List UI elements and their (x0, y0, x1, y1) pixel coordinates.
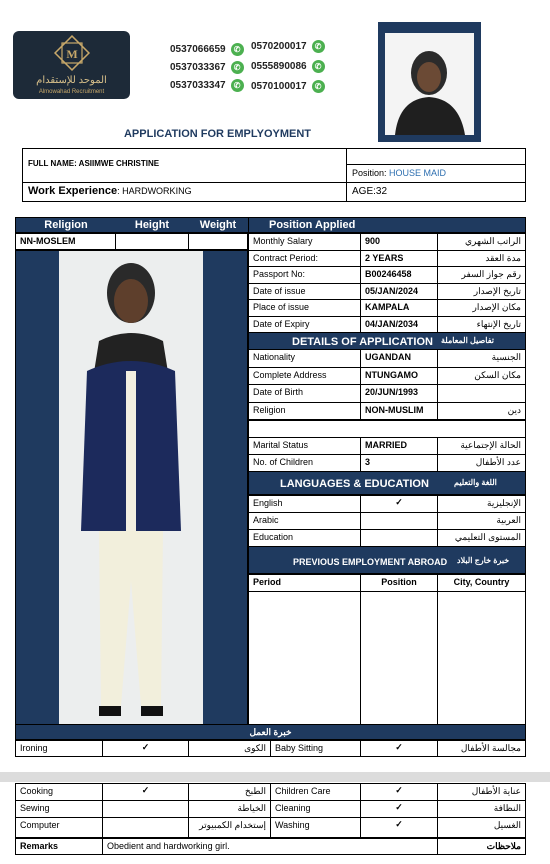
weight-header: Weight (188, 218, 248, 232)
application-row-value: 20/JUN/1993 (360, 384, 438, 403)
detail-row-label: Place of issue (248, 299, 361, 317)
language-row-arabic: المستوى التعليمي (437, 529, 526, 547)
employment-country-cell (437, 591, 526, 725)
detail-row-value: 900 (360, 233, 438, 251)
details-header-english: DETAILS OF APPLICATION (292, 336, 433, 348)
family-row-arabic: عدد الأطفال (437, 454, 526, 472)
skill-check: ✓ (360, 817, 438, 838)
skill-arabic: عناية الأطفال (437, 783, 526, 801)
svg-text:M: M (66, 47, 78, 61)
detail-row-label: Monthly Salary (248, 233, 361, 251)
portrait-photo (385, 33, 474, 135)
skill-arabic: الخياطة (188, 800, 271, 818)
phone-number: 0537066659 (170, 44, 226, 56)
whatsapp-icon: ✆ (312, 80, 325, 93)
family-row-value: 3 (360, 454, 438, 472)
skill-arabic: الغسيل (437, 817, 526, 838)
age-cell (346, 182, 526, 202)
language-row-check (360, 529, 438, 547)
whatsapp-icon: ✆ (231, 43, 244, 56)
language-row-label: English (248, 495, 361, 513)
full-name-value: ASIIMWE CHRISTINE (78, 159, 160, 168)
language-row-arabic: الإنجليزية (437, 495, 526, 513)
application-row-value: NON-MUSLIM (360, 402, 438, 421)
religion-header: Religion (16, 218, 116, 232)
details-header-arabic: تفاصيل المعاملة (441, 336, 495, 345)
family-row-arabic: الحالة الإجتماعية (437, 437, 526, 455)
position-value: HOUSE MAID (389, 168, 447, 178)
whatsapp-icon: ✆ (231, 61, 244, 74)
logo-english-text: Almowahad Recruitment (38, 89, 105, 95)
height-value (115, 233, 189, 250)
application-row-label: Nationality (248, 349, 361, 368)
logo-emblem-icon (51, 35, 93, 71)
skill-arabic: الطبخ (188, 783, 271, 801)
employment-col-country: City, Country (437, 574, 526, 592)
work-experience-cell (22, 182, 347, 202)
height-header: Height (116, 218, 188, 232)
skill-arabic: النظافة (437, 800, 526, 818)
family-row-value: MARRIED (360, 437, 438, 455)
whatsapp-icon: ✆ (231, 79, 244, 92)
languages-header-arabic: اللغة والتعليم (454, 478, 497, 487)
skill-check: ✓ (360, 800, 438, 818)
detail-row-arabic: مكان الإصدار (437, 299, 526, 317)
language-row-check (360, 512, 438, 530)
age-value: AGE:32 (352, 186, 388, 197)
work-exp-value: : HARDWORKING (117, 186, 192, 196)
employment-header (248, 546, 526, 574)
position-applied-header: Position Applied (248, 217, 526, 233)
remarks-arabic: ملاحظات (437, 838, 526, 855)
detail-row-value: KAMPALA (360, 299, 438, 317)
detail-row-value: B00246458 (360, 266, 438, 284)
skill-check: ✓ (102, 740, 189, 757)
position-cell (346, 164, 526, 183)
detail-row-label: Passport No: (248, 266, 361, 284)
page-break (0, 772, 550, 782)
skill-arabic: إستخدام الكمبيوتر (188, 817, 271, 838)
skill-label: Baby Sitting (270, 740, 361, 757)
person-portrait-icon (385, 33, 474, 135)
languages-header-english: LANGUAGES & EDUCATION (280, 478, 429, 490)
language-row-label: Education (248, 529, 361, 547)
detail-row-arabic: تاريخ الإنتهاء (437, 316, 526, 334)
remarks-label: Remarks (15, 838, 103, 855)
application-row-value: UGANDAN (360, 349, 438, 368)
language-row-check: ✓ (360, 495, 438, 513)
full-name-label: FULL NAME: (28, 159, 77, 168)
phone-list-right (251, 40, 325, 100)
person-full-body-icon (59, 251, 203, 724)
detail-row-arabic: الراتب الشهري (437, 233, 526, 251)
phone-number: 0570100017 (251, 81, 307, 93)
company-logo (13, 31, 130, 99)
phone-number: 0570200017 (251, 41, 307, 53)
phone-number: 0537033347 (170, 80, 226, 92)
application-row-label: Complete Address (248, 367, 361, 386)
logo-arabic-text: الموحد للإستقدام (36, 75, 107, 86)
full-body-photo (59, 251, 203, 724)
detail-row-value: 05/JAN/2024 (360, 283, 438, 301)
details-header (248, 332, 526, 350)
skill-check: ✓ (360, 783, 438, 801)
full-name-cell (22, 148, 347, 183)
skill-arabic: الكوى (188, 740, 271, 757)
remarks-value: Obedient and hardworking girl. (102, 838, 438, 855)
application-row-value: NTUNGAMO (360, 367, 438, 386)
skill-label: Cooking (15, 783, 103, 801)
detail-row-label: Date of Expiry (248, 316, 361, 334)
languages-header (248, 471, 526, 495)
skill-check: ✓ (102, 783, 189, 801)
skill-label: Cleaning (270, 800, 361, 818)
detail-row-label: Date of issue (248, 283, 361, 301)
detail-row-value: 2 YEARS (360, 250, 438, 268)
skill-label: Computer (15, 817, 103, 838)
employment-col-position: Position (360, 574, 438, 592)
skill-label: Washing (270, 817, 361, 838)
page-title: APPLICATION FOR EMPLYOYMENT (123, 128, 311, 140)
religion-value: NN-MOSLEM (15, 233, 116, 250)
whatsapp-icon: ✆ (312, 60, 325, 73)
whatsapp-icon: ✆ (312, 40, 325, 53)
skill-check (102, 800, 189, 818)
empty-cell (346, 148, 526, 165)
detail-row-arabic: تاريخ الإصدار (437, 283, 526, 301)
employment-col-period: Period (248, 574, 361, 592)
skill-label: Children Care (270, 783, 361, 801)
work-experience-header: خبرة العمل (15, 724, 526, 740)
detail-row-label: Contract Period: (248, 250, 361, 268)
work-exp-label: Work Experience (28, 185, 118, 197)
detail-row-value: 04/JAN/2034 (360, 316, 438, 334)
detail-row-arabic: رقم جواز السفر (437, 266, 526, 284)
employment-header-english: PREVIOUS EMPLOYMENT ABROAD (293, 557, 448, 567)
application-row-arabic (437, 384, 526, 403)
skill-label: Sewing (15, 800, 103, 818)
skill-check: ✓ (360, 740, 438, 757)
application-row-arabic: الجنسية (437, 349, 526, 368)
application-row-label: Religion (248, 402, 361, 421)
skill-arabic: مجالسة الأطفال (437, 740, 526, 757)
skill-check (102, 817, 189, 838)
position-label: Position: (352, 168, 387, 178)
family-row-label: Marital Status (248, 437, 361, 455)
detail-row-arabic: مدة العقد (437, 250, 526, 268)
application-row-arabic: دين (437, 402, 526, 421)
employment-header-arabic: خبرة خارج البلاد (457, 556, 510, 565)
employment-period-cell (248, 591, 361, 725)
application-row-label: Date of Birth (248, 384, 361, 403)
weight-value (188, 233, 248, 250)
language-row-label: Arabic (248, 512, 361, 530)
language-row-arabic: العربية (437, 512, 526, 530)
employment-position-cell (360, 591, 438, 725)
family-row-label: No. of Children (248, 454, 361, 472)
phone-number: 0537033367 (170, 62, 226, 74)
phone-number: 0555890086 (251, 61, 307, 73)
blank-row (248, 420, 526, 438)
application-row-arabic: مكان السكن (437, 367, 526, 386)
phone-list-left (170, 43, 244, 97)
skill-label: Ironing (15, 740, 103, 757)
